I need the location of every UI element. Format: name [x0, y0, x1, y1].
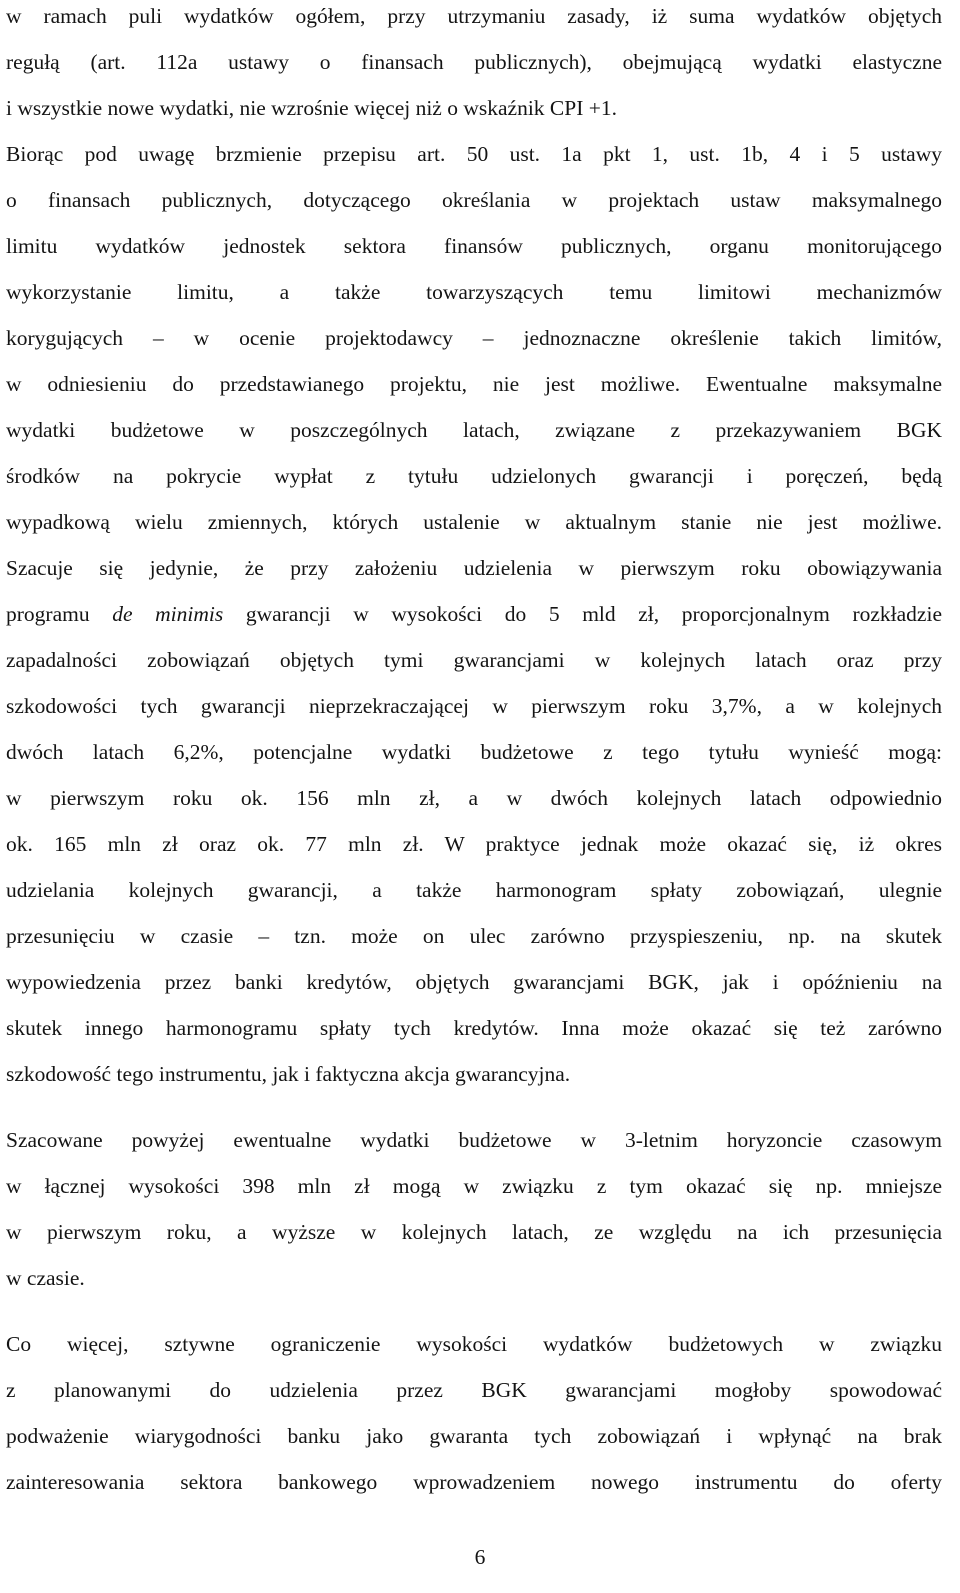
text-line: szkodowość tego instrumentu, jak i faktyczna akcja gwarancyjna. — [6, 1062, 571, 1086]
text-line: ok. 165 mln zł oraz ok. 77 mln zł. W praktyce jednak może okazać się, iż okres — [6, 832, 942, 856]
text-line: wykorzystanie limitu, a także towarzyszących temu limitowi mechanizmów — [6, 280, 942, 304]
text-line: skutek innego harmonogramu spłaty tych kredytów. Inna może okazać się też zarówno — [6, 1016, 942, 1040]
text-line: podważenie wiarygodności banku jako gwaranta tych zobowiązań i wpłynąć na brak — [6, 1424, 942, 1448]
text-line: regułą (art. 112a ustawy o finansach publicznych), obejmującą wydatki elastyczne — [6, 50, 942, 74]
text-line: Biorąc pod uwagę brzmienie przepisu art. 50 ust. 1a pkt 1, ust. 1b, 4 i 5 ustawy — [6, 142, 942, 166]
text-segment: gwarancji w wysokości do 5 mld zł, proporcjonalnym rozkładzie — [223, 602, 942, 626]
text-line: w ramach puli wydatków ogółem, przy utrzymaniu zasady, iż suma wydatków objętych — [6, 4, 942, 28]
text-line: w czasie. — [6, 1266, 85, 1290]
text-line: wydatki budżetowe w poszczególnych latach, związane z przekazywaniem BGK — [6, 418, 942, 442]
text-segment: programu — [6, 602, 113, 626]
paragraph-spacer — [6, 1097, 942, 1117]
text-line: Co więcej, sztywne ograniczenie wysokości wydatków budżetowych w związku — [6, 1332, 942, 1356]
text-line: limitu wydatków jednostek sektora finansów publicznych, organu monitorującego — [6, 234, 942, 258]
text-line: udzielania kolejnych gwarancji, a także harmonogram spłaty zobowiązań, ulegnie — [6, 878, 942, 902]
text-line: w odniesieniu do przedstawianego projektu, nie jest możliwe. Ewentualne maksymalne — [6, 372, 942, 396]
text-line: korygujących – w ocenie projektodawcy – jednoznaczne określenie takich limitów, — [6, 326, 942, 350]
text-line: zainteresowania sektora bankowego wprowadzeniem nowego instrumentu do oferty — [6, 1470, 942, 1494]
document-page — [6, 0, 942, 1505]
paragraph-4 — [6, 1321, 942, 1505]
paragraph-3 — [6, 1117, 942, 1301]
text-line: o finansach publicznych, dotyczącego określania w projektach ustaw maksymalnego — [6, 188, 942, 212]
text-line: Szacowane powyżej ewentualne wydatki budżetowe w 3-letnim horyzoncie czasowym — [6, 1128, 942, 1152]
text-line: w łącznej wysokości 398 mln zł mogą w związku z tym okazać się np. mniejsze — [6, 1174, 942, 1198]
text-line: z planowanymi do udzielenia przez BGK gwarancjami mogłoby spowodować — [6, 1378, 942, 1402]
text-line: Szacuje się jedynie, że przy założeniu udzielenia w pierwszym roku obowiązywania — [6, 556, 942, 580]
text-line: zapadalności zobowiązań objętych tymi gwarancjami w kolejnych latach oraz przy — [6, 648, 942, 672]
italic-term: de minimis — [112, 602, 224, 626]
text-line: i wszystkie nowe wydatki, nie wzrośnie więcej niż o wskaźnik CPI +1. — [6, 96, 618, 120]
text-line: przesunięciu w czasie – tzn. może on ulec zarówno przyspieszeniu, np. na skutek — [6, 924, 942, 948]
paragraph-2 — [6, 131, 942, 1097]
text-line: wypowiedzenia przez banki kredytów, objętych gwarancjami BGK, jak i opóźnieniu na — [6, 970, 942, 994]
paragraph-spacer — [6, 1301, 942, 1321]
text-line: w pierwszym roku, a wyższe w kolejnych latach, ze względu na ich przesunięcia — [6, 1220, 942, 1244]
text-line — [6, 591, 942, 637]
text-line: dwóch latach 6,2%, potencjalne wydatki budżetowe z tego tytułu wynieść mogą: — [6, 740, 942, 764]
page-number: 6 — [474, 1545, 486, 1569]
text-line: szkodowości tych gwarancji nieprzekraczającej w pierwszym roku 3,7%, a w kolejnych — [6, 694, 942, 718]
text-line: w pierwszym roku ok. 156 mln zł, a w dwóch kolejnych latach odpowiednio — [6, 786, 942, 810]
text-line: wypadkową wielu zmiennych, których ustalenie w aktualnym stanie nie jest możliwe. — [6, 510, 942, 534]
paragraph-1 — [6, 0, 942, 131]
text-line: środków na pokrycie wypłat z tytułu udzielonych gwarancji i poręczeń, będą — [6, 464, 942, 488]
